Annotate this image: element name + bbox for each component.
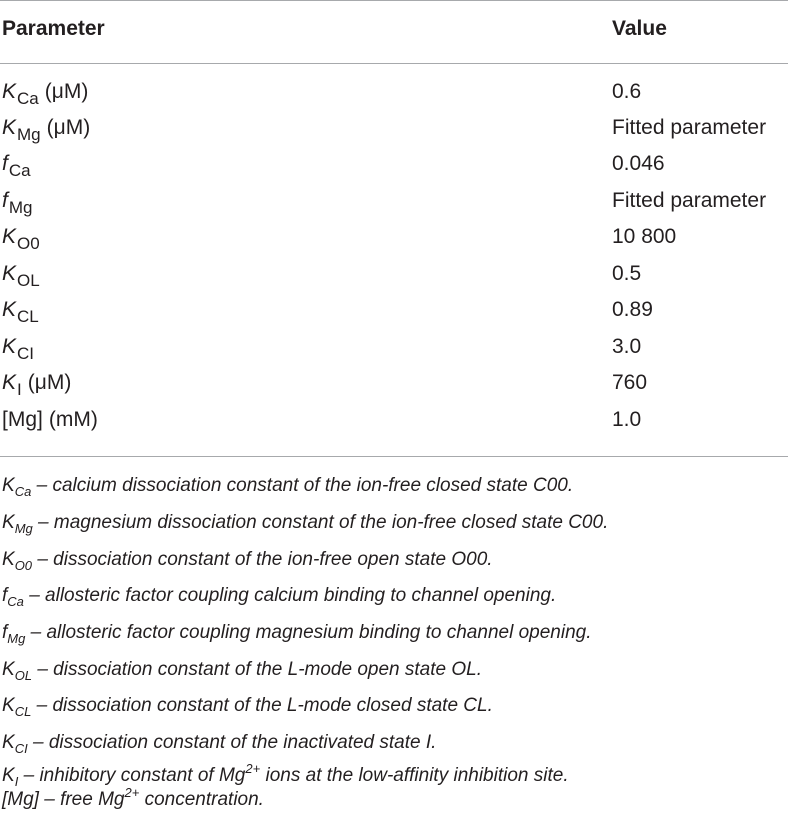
footnote bbox=[2, 656, 788, 692]
parameter-cell bbox=[2, 406, 98, 434]
footnote-superscript: 2+ bbox=[245, 761, 261, 776]
parameter-symbol: K bbox=[2, 116, 17, 139]
footnote-text: – allosteric factor coupling calcium binding to channel opening. bbox=[29, 585, 557, 606]
footnote-symbol: f bbox=[2, 622, 8, 643]
parameter-subscript: CL bbox=[17, 307, 39, 326]
header-value: Value bbox=[612, 17, 667, 40]
footnote-text: – magnesium dissociation constant of the ion-free closed state C00. bbox=[38, 512, 609, 533]
table-row bbox=[0, 402, 788, 438]
footnote-subscript: Ca bbox=[14, 484, 32, 499]
footnote-subscript: O0 bbox=[14, 558, 33, 573]
parameter-unit: (mM) bbox=[48, 408, 98, 431]
parameter-cell bbox=[2, 369, 71, 398]
parameter-cell bbox=[2, 114, 90, 143]
parameter-symbol: K bbox=[2, 371, 17, 394]
parameter-cell bbox=[2, 296, 45, 325]
header-rule bbox=[0, 63, 788, 64]
footnote bbox=[2, 472, 788, 508]
footnote-symbol: K bbox=[2, 732, 15, 753]
table-row bbox=[0, 146, 788, 182]
footnote-subscript: CL bbox=[14, 704, 32, 719]
parameter-unit: (μM) bbox=[46, 116, 91, 139]
footnote-text: – allosteric factor coupling magnesium binding to channel opening. bbox=[30, 622, 592, 643]
parameter-cell bbox=[2, 187, 38, 216]
footnote-subscript: CI bbox=[14, 741, 28, 756]
table-row bbox=[0, 292, 788, 328]
footnote-text: – dissociation constant of the L-mode closed state CL. bbox=[36, 695, 493, 716]
footnote bbox=[2, 692, 788, 728]
parameter-symbol: K bbox=[2, 298, 17, 321]
value-cell: 1.0 bbox=[612, 408, 642, 431]
footnote-text-tail: concentration. bbox=[139, 789, 264, 810]
footnote bbox=[2, 729, 788, 765]
value-cell: Fitted parameter bbox=[612, 189, 767, 212]
footnote-text-tail: ions at the low-affinity inhibition site. bbox=[260, 765, 569, 786]
footnote-subscript: I bbox=[14, 774, 19, 789]
header-parameter: Parameter bbox=[2, 17, 105, 40]
parameter-symbol: K bbox=[2, 80, 17, 103]
footnote-text: – calcium dissociation constant of the ion-free closed state C00. bbox=[36, 475, 574, 496]
footnote-symbol: K bbox=[2, 475, 15, 496]
footnote-symbol: [Mg] bbox=[2, 789, 39, 810]
footnote-symbol: K bbox=[2, 549, 15, 570]
footnote-text: – dissociation constant of the L-mode open state OL. bbox=[37, 659, 482, 680]
table-top-rule bbox=[0, 0, 788, 1]
parameter-cell bbox=[2, 223, 46, 252]
parameter-subscript: CI bbox=[17, 344, 35, 363]
footnote-text: – dissociation constant of the ion-free open state O00. bbox=[37, 549, 493, 570]
table-row bbox=[0, 74, 788, 110]
value-cell: 0.89 bbox=[612, 298, 653, 321]
parameter-cell bbox=[2, 78, 88, 107]
table-row bbox=[0, 365, 788, 401]
footnote-text: – free Mg bbox=[44, 789, 125, 810]
footnote bbox=[2, 582, 788, 618]
parameter-subscript: I bbox=[17, 380, 22, 399]
parameter-subscript: Mg bbox=[17, 125, 41, 144]
footnote-subscript: Mg bbox=[7, 631, 26, 646]
table-row bbox=[0, 219, 788, 255]
parameter-symbol: K bbox=[2, 225, 17, 248]
footnote-superscript: 2+ bbox=[124, 785, 140, 800]
parameter-cell bbox=[2, 333, 40, 362]
parameter-subscript: Ca bbox=[8, 161, 31, 180]
footnote-symbol: K bbox=[2, 765, 15, 786]
footnote-text: – inhibitory constant of Mg bbox=[23, 765, 246, 786]
footnote-subscript: Ca bbox=[7, 594, 24, 609]
parameter-subscript: OL bbox=[17, 271, 40, 290]
value-cell: Fitted parameter bbox=[612, 116, 767, 139]
value-cell: 0.046 bbox=[612, 152, 665, 175]
footnote-text: – dissociation constant of the inactivated state I. bbox=[32, 732, 437, 753]
footnote bbox=[2, 619, 788, 655]
value-cell: 10 800 bbox=[612, 225, 677, 248]
footnote-symbol: K bbox=[2, 695, 15, 716]
table-bottom-rule bbox=[0, 456, 788, 457]
table-row bbox=[0, 329, 788, 365]
parameter-subscript: O0 bbox=[17, 234, 40, 253]
parameter-symbol: [Mg] bbox=[2, 408, 43, 431]
footnote-symbol: K bbox=[2, 512, 15, 533]
footnote bbox=[2, 546, 788, 582]
parameter-symbol: f bbox=[2, 152, 8, 175]
parameter-cell bbox=[2, 260, 46, 289]
table-row bbox=[0, 110, 788, 146]
value-cell: 0.6 bbox=[612, 80, 642, 103]
value-cell: 760 bbox=[612, 371, 648, 394]
footnote bbox=[2, 786, 788, 822]
table-row bbox=[0, 183, 788, 219]
value-cell: 0.5 bbox=[612, 262, 642, 285]
footnote-symbol: K bbox=[2, 659, 15, 680]
value-cell: 3.0 bbox=[612, 335, 642, 358]
parameter-symbol: K bbox=[2, 335, 17, 358]
footnote-subscript: OL bbox=[14, 668, 33, 683]
footnote-subscript: Mg bbox=[14, 521, 33, 536]
parameter-subscript: Ca bbox=[17, 89, 39, 108]
parameter-symbol: K bbox=[2, 262, 17, 285]
parameter-unit: (μM) bbox=[44, 80, 89, 103]
footnote-symbol: f bbox=[2, 585, 8, 606]
parameter-symbol: f bbox=[2, 189, 8, 212]
table-row bbox=[0, 256, 788, 292]
footnote bbox=[2, 509, 788, 545]
parameter-subscript: Mg bbox=[8, 198, 33, 217]
parameter-cell bbox=[2, 150, 37, 179]
parameter-unit: (μM) bbox=[27, 371, 72, 394]
